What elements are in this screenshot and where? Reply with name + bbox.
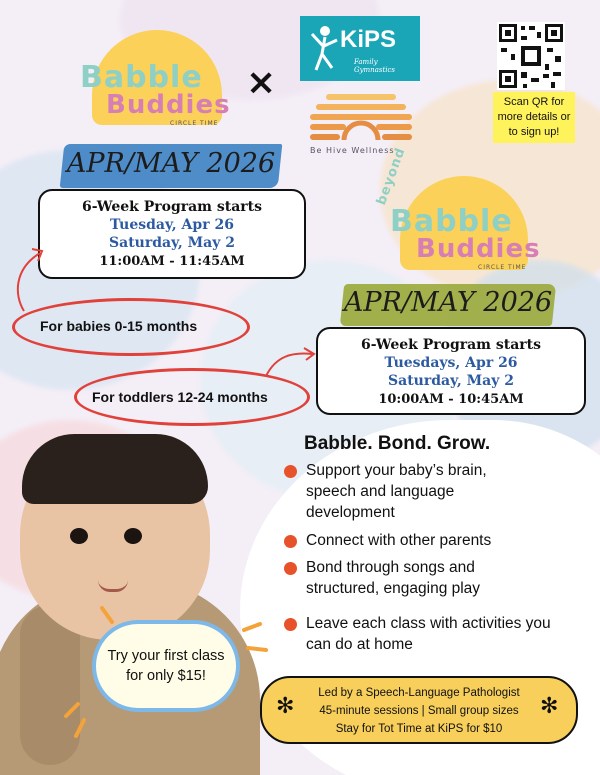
collaboration-x-icon: × (246, 62, 277, 103)
qr-code[interactable] (497, 22, 565, 90)
program1-banner: APR/MAY 2026 (66, 148, 276, 179)
info-box: Led by a Speech-Language Pathologist 45-minute sessions | Small group sizes Stay for Tot Time at KiPS for $10 (260, 676, 578, 744)
bullet-dot-icon (284, 535, 297, 548)
age-label-2: For toddlers 12-24 months (92, 389, 268, 405)
bullet-dot-icon (284, 618, 297, 631)
bullet-dot-icon (284, 562, 297, 575)
gymnast-icon (310, 24, 340, 72)
asterisk-flower-icon: ✻ (276, 694, 295, 719)
benefit-item: Connect with other parents (284, 530, 554, 551)
benefit-item: Support your baby’s brain, speech and language development (284, 460, 524, 523)
benefits-heading: Babble. Bond. Grow. (304, 433, 491, 454)
bullet-dot-icon (284, 465, 297, 478)
sparkle-lines-icon (62, 600, 272, 740)
sunrise-icon (306, 92, 416, 144)
benefit-item: Leave each class with activities you can do at home (284, 613, 554, 655)
program1-box: 6-Week Program starts Tuesday, Apr 26 Saturday, May 2 11:00AM - 11:45AM (38, 189, 306, 279)
kips-logo: KiPS Family Gymnastics (300, 16, 420, 81)
trial-bubble: Try your first class for only $15! (92, 620, 240, 712)
program2-box: 6-Week Program starts Tuesdays, Apr 26 Saturday, May 2 10:00AM - 10:45AM (316, 327, 586, 415)
qr-caption: Scan QR for more details or to sign up! (493, 92, 575, 143)
be-hive-wellness-logo: Be Hive Wellness (306, 92, 416, 158)
beyond-babble-buddies-logo: beyond Babble Buddies CIRCLE TIME (374, 145, 541, 271)
age-label-1: For babies 0-15 months (40, 318, 198, 334)
curved-arrow-icon (262, 340, 318, 380)
babble-buddies-logo: Babble Buddies CIRCLE TIME (70, 30, 230, 125)
program2-banner: APR/MAY 2026 (343, 287, 553, 318)
asterisk-flower-icon: ✻ (540, 694, 559, 719)
benefit-item: Bond through songs and structured, engaging play (284, 557, 524, 599)
curved-arrow-icon (10, 235, 50, 315)
